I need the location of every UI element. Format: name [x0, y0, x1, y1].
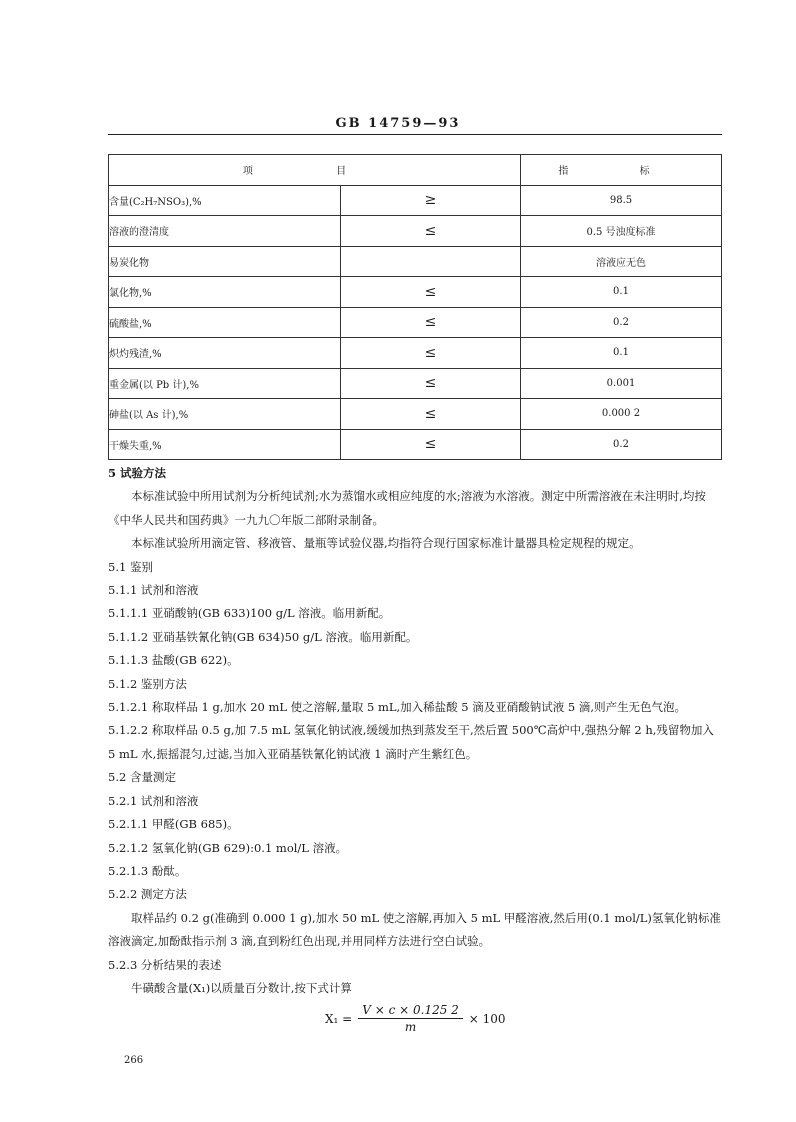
row-operator: ≤ [341, 277, 521, 308]
row-name: 干燥失重,% [109, 429, 341, 460]
header-value: 指 标 [521, 155, 722, 186]
formula-denominator: m [404, 1020, 417, 1034]
item-5-1-1-3: 5.1.1.3 盐酸(GB 622)。 [108, 653, 239, 668]
formula-rhs: × 100 [468, 1011, 506, 1026]
section-5-1-1-heading: 5.1.1 试剂和溶液 [108, 583, 199, 598]
formula-lhs: X₁ = [325, 1011, 353, 1026]
header-item: 项 目 [109, 155, 521, 186]
table-row [109, 368, 722, 399]
item-5-1-2-1: 5.1.2.1 称取样品 1 g,加水 20 mL 使之溶解,量取 5 mL,加入稀盐酸 5 滴及亚硝酸钠试液 5 滴,则产生无色气泡。 [108, 700, 687, 715]
row-operator: ≤ [341, 399, 521, 430]
row-operator: ≥ [341, 185, 521, 216]
row-value: 溶液应无色 [521, 246, 722, 277]
formula-numerator: V × c × 0.125 2 [358, 1003, 463, 1019]
section-5-heading: 5 试验方法 [108, 466, 167, 480]
table-row [109, 216, 722, 247]
item-5-2-1-1: 5.2.1.1 甲醛(GB 685)。 [108, 817, 239, 832]
row-name: 炽灼残渣,% [109, 338, 341, 369]
row-value: 98.5 [521, 185, 722, 216]
row-name: 氯化物,% [109, 277, 341, 308]
section-5-2-2-heading: 5.2.2 测定方法 [108, 887, 187, 902]
row-value: 0.001 [521, 368, 722, 399]
row-value: 0.1 [521, 338, 722, 369]
table-row [109, 399, 722, 430]
paragraph-reagents: 本标准试验中所用试剂为分析纯试剂;水为蒸馏水或相应纯度的水;溶液为水溶液。测定中所需溶液在未注明时,均按《中华人民共和国药典》一九九〇年版二部附录制备。 [108, 489, 706, 527]
section-5-1-heading: 5.1 鉴别 [108, 559, 153, 574]
formula [325, 1003, 506, 1034]
item-5-1-2-2: 5.1.2.2 称取样品 0.5 g,加 7.5 mL 氢氧化钠试液,缓缓加热到蒸发至干,然后置 500℃高炉中,强热分解 2 h,残留物加入 5 mL 水,振摇混匀,过滤,当加入亚硝基铁氰化钠试液 1 滴时产生紫红色。 [108, 723, 714, 761]
item-5-2-1-3: 5.2.1.3 酚酞。 [108, 863, 187, 878]
formula-fraction [358, 1003, 463, 1034]
row-value: 0.2 [521, 429, 722, 460]
item-5-2-1-2: 5.2.1.2 氢氧化钠(GB 629):0.1 mol/L 溶液。 [108, 840, 348, 855]
row-operator: ≤ [341, 216, 521, 247]
standard-code-header: GB 14759—93 [335, 116, 461, 131]
row-name: 易炭化物 [109, 246, 341, 277]
section-5-2-1-heading: 5.2.1 试剂和溶液 [108, 793, 199, 808]
body-text [108, 462, 722, 1000]
table-row [109, 307, 722, 338]
item-5-1-1-1: 5.1.1.1 亚硝酸钠(GB 633)100 g/L 溶液。临用新配。 [108, 606, 391, 621]
specification-table [108, 154, 722, 460]
row-operator [341, 246, 521, 277]
header-rule [108, 134, 722, 135]
row-value: 0.000 2 [521, 399, 722, 430]
table-header-row [109, 155, 722, 186]
row-operator: ≤ [341, 307, 521, 338]
paragraph-instruments: 本标准试验所用滴定管、移液管、量瓶等试验仪器,均指符合现行国家标准计量器具检定规程的规定。 [131, 536, 641, 551]
row-name: 重金属(以 Pb 计),% [109, 368, 341, 399]
paragraph-procedure: 取样品约 0.2 g(准确到 0.000 1 g),加水 50 mL 使之溶解,再加入 5 mL 甲醛溶液,然后用(0.1 mol/L)氢氧化钠标准溶液滴定,加酚酞指示剂 3 滴,直到粉红色出现,并用同样方法进行空白试验。 [108, 910, 721, 949]
table-row [109, 246, 722, 277]
row-operator: ≤ [341, 368, 521, 399]
row-value: 0.5 号浊度标准 [521, 216, 722, 247]
item-5-1-1-2: 5.1.1.2 亚硝基铁氰化钠(GB 634)50 g/L 溶液。临用新配。 [108, 629, 418, 644]
table-row [109, 185, 722, 216]
row-name: 溶液的澄清度 [109, 216, 341, 247]
row-operator: ≤ [341, 338, 521, 369]
table-row [109, 277, 722, 308]
row-value: 0.2 [521, 307, 722, 338]
table-row [109, 429, 722, 460]
paragraph-calculation: 牛磺酸含量(X₁)以质量百分数计,按下式计算 [131, 980, 352, 995]
row-name: 硫酸盐,% [109, 307, 341, 338]
table-row [109, 338, 722, 369]
row-operator: ≤ [341, 429, 521, 460]
section-5-2-3-heading: 5.2.3 分析结果的表述 [108, 957, 222, 972]
row-name: 砷盐(以 As 计),% [109, 399, 341, 430]
page-number: 266 [124, 1055, 144, 1066]
section-5-1-2-heading: 5.1.2 鉴别方法 [108, 676, 187, 691]
section-5-2-heading: 5.2 含量测定 [108, 770, 176, 785]
row-name: 含量(C₂H₇NSO₃),% [109, 185, 341, 216]
row-value: 0.1 [521, 277, 722, 308]
